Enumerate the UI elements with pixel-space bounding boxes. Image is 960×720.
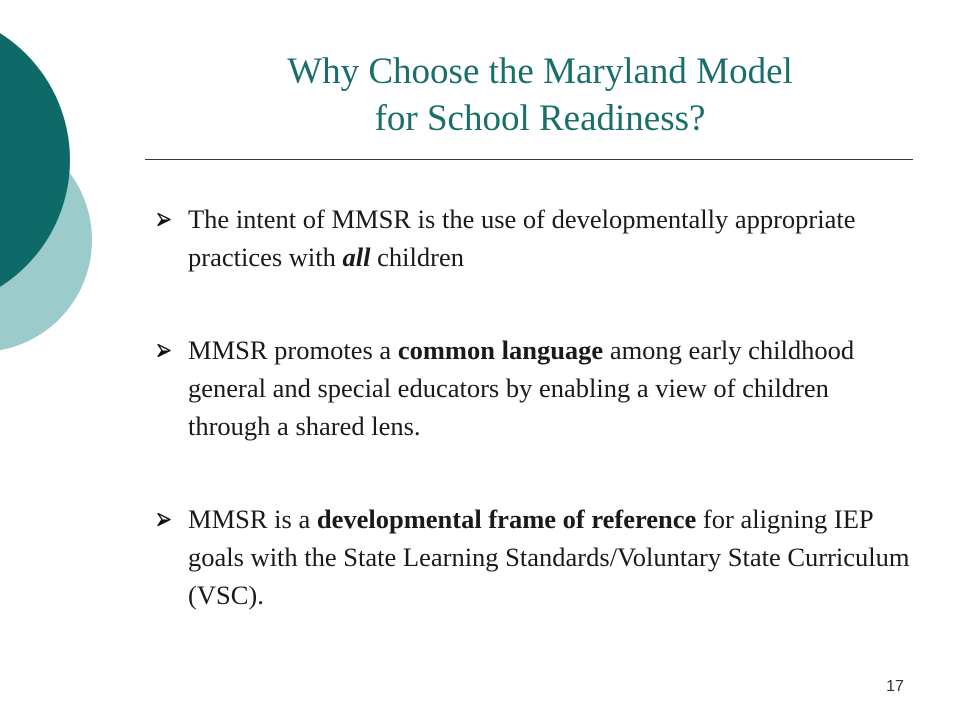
text-segment: The intent of MMSR is the use of developmentally appropriate practices with	[188, 204, 856, 272]
bullet-item	[157, 200, 917, 276]
emphasized-text: all	[342, 242, 371, 272]
arrowhead-bullet-icon	[157, 213, 171, 226]
text-segment: for aligning IEP goals with the State Learning Standards/Voluntary State Curriculum (VSC).	[188, 504, 910, 610]
bullet-text	[188, 204, 856, 272]
text-segment: among early childhood general and special educators by enabling a view of children through a shared lens.	[188, 335, 855, 441]
text-segment: MMSR promotes a	[188, 335, 398, 365]
bullet-text	[188, 335, 854, 441]
slide-title-line-1: Why Choose the Maryland Model	[287, 51, 793, 92]
emphasized-text: developmental frame of reference	[316, 504, 697, 534]
slide-title	[140, 48, 940, 142]
slide-number: 17	[886, 678, 904, 695]
decorative-circles	[0, 0, 120, 400]
arrowhead-bullet-icon	[157, 344, 171, 357]
text-segment: children	[370, 242, 464, 272]
text-segment: MMSR is a	[188, 504, 317, 534]
decorative-circles-graphic	[0, 0, 120, 400]
bullet-text	[188, 504, 910, 610]
bullet-list	[157, 200, 917, 669]
arrowhead-bullet-icon	[157, 513, 171, 526]
title-divider	[145, 159, 913, 160]
bullet-item	[157, 331, 917, 445]
emphasized-text: common language	[397, 335, 604, 365]
slide-title-line-2: for School Readiness?	[374, 98, 706, 139]
bullet-item	[157, 500, 917, 614]
